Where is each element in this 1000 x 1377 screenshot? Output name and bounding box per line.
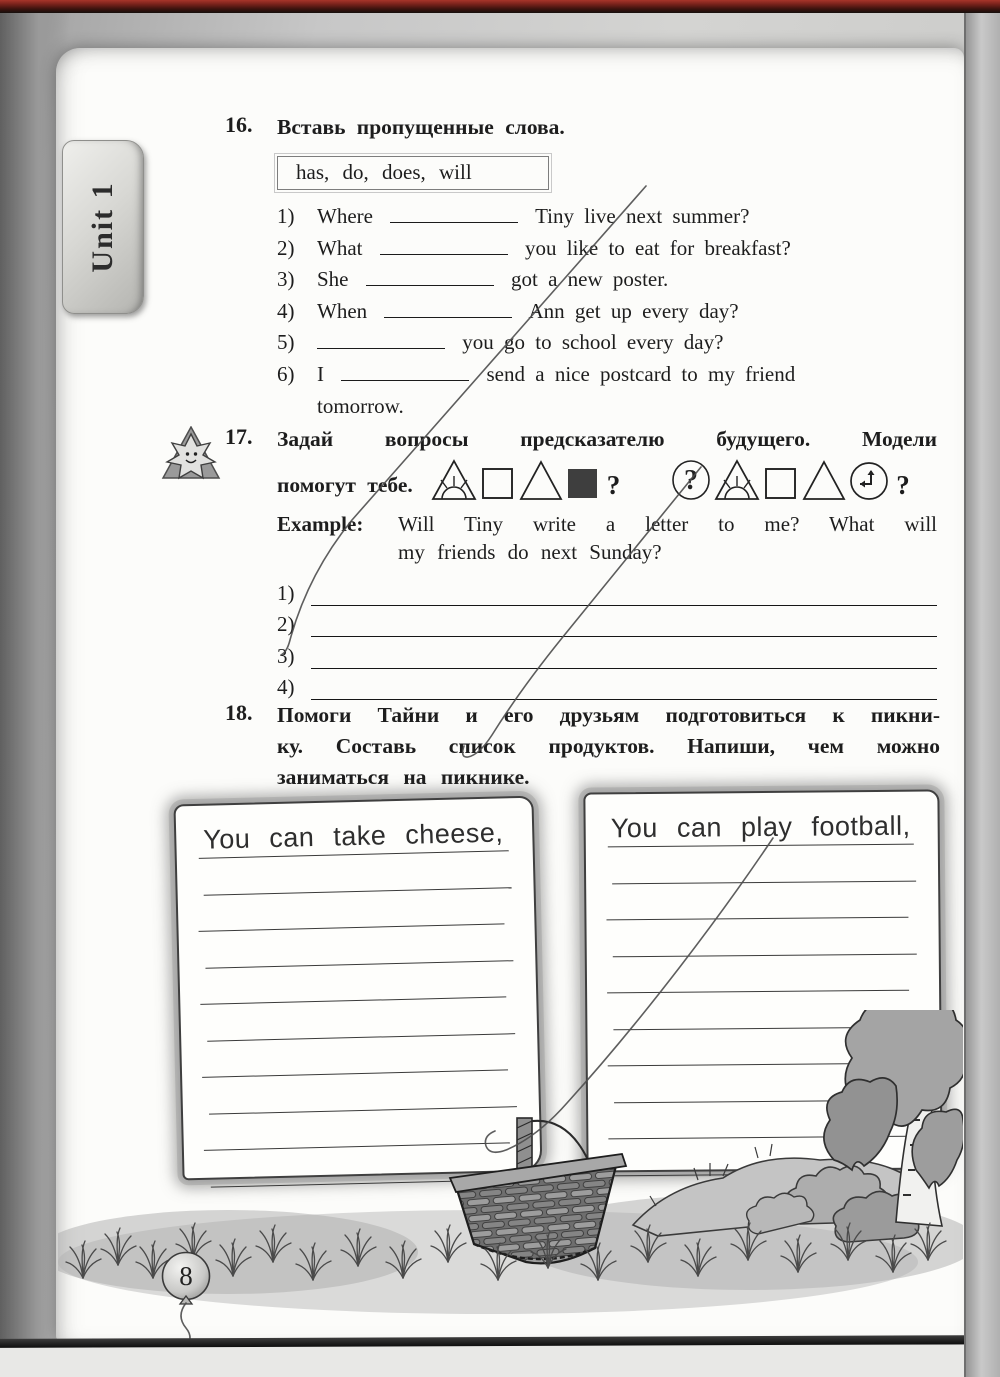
exercise-18 [225,700,940,793]
future-time-arrow-icon [848,457,890,501]
example-text-line1: Will Tiny write a letter to me? What will [398,512,937,536]
answer-blank [366,282,494,286]
page-number: 8 [179,1261,193,1291]
write-line [311,573,937,606]
exercise-title-line1: Задай вопросы предсказателю будущего. Модели [277,427,937,451]
exercise-number: 18. [225,700,253,725]
answer-blank [380,251,508,255]
write-line [311,636,937,669]
question-mark: ? [606,470,621,500]
sun-triangle-icon [714,459,760,501]
fill-in-list [277,201,937,422]
write-line [311,668,937,701]
answer-lines [277,574,937,700]
exercise-title-line2: ку. Составь список продуктов. Напиши, чем можно [277,734,940,758]
grammar-model-1 [431,459,635,501]
square-icon [762,459,800,501]
filled-square-icon [565,459,601,501]
grammar-model-2 [670,455,924,501]
fill-in-item: 5) you go to school every day? [277,330,724,355]
star-character-icon [161,426,221,482]
answer-row: 4) [277,669,937,701]
triangle-icon [519,459,563,501]
fill-in-item: 6) I send a nice postcard to my friend [277,361,796,386]
fill-in-item: 3) She got a new poster. [277,267,669,292]
answer-row: 2) [277,606,937,638]
word-bank-box: has, do, does, will [277,156,549,190]
unit-tab-label: Unit 1 [86,181,119,273]
exercise-title: Вставь пропущенные слова. [277,115,565,139]
fill-in-item: 1) Where Tiny live next summer? [277,204,750,228]
answer-row: 3) [277,637,937,669]
answer-blank [390,219,518,223]
fill-in-item-continuation: tomorrow. [317,393,404,418]
write-line [607,954,909,993]
question-mark: ? [896,470,910,500]
answer-row: 1) [277,574,937,606]
question-circle-icon [670,455,712,501]
exercise-title-line2: помогут тебе. [277,473,413,497]
write-line [612,845,916,884]
exercise-16 [225,112,937,422]
unit-tab [62,140,144,314]
under-page-surface [0,1345,1000,1377]
exercise-title-line1: Помоги Тайни и его друзьям подготовиться к пикни- [277,703,940,727]
exercise-number: 16. [225,112,253,137]
fill-in-item: 4) When Ann get up every day? [277,298,739,323]
write-line [311,605,937,638]
scan-right-edge [964,0,1000,1377]
fill-in-item: 2) What you like to eat for breakfast? [277,235,791,260]
example-label: Example: [277,512,364,536]
answer-blank [317,345,445,349]
exercise-number: 17. [225,424,253,449]
write-line [606,881,908,920]
answer-blank [341,377,469,381]
answer-blank [384,314,512,318]
page-number-balloon [160,1248,214,1350]
square-icon [479,459,517,501]
example-text-line2: my friends do next Sunday? [398,540,662,564]
example-block [277,510,937,566]
note-title: You can play football, [607,792,913,848]
write-line [612,918,916,957]
exercise-17 [225,424,937,700]
book-cover-top-edge [0,0,1000,13]
triangle-icon [802,459,846,501]
exercise-title-line3: заниматься на пикнике. [277,765,530,789]
note-title: You can take cheese, [198,798,509,859]
svg-text:?: ? [684,465,699,496]
sun-triangle-icon [431,459,477,501]
